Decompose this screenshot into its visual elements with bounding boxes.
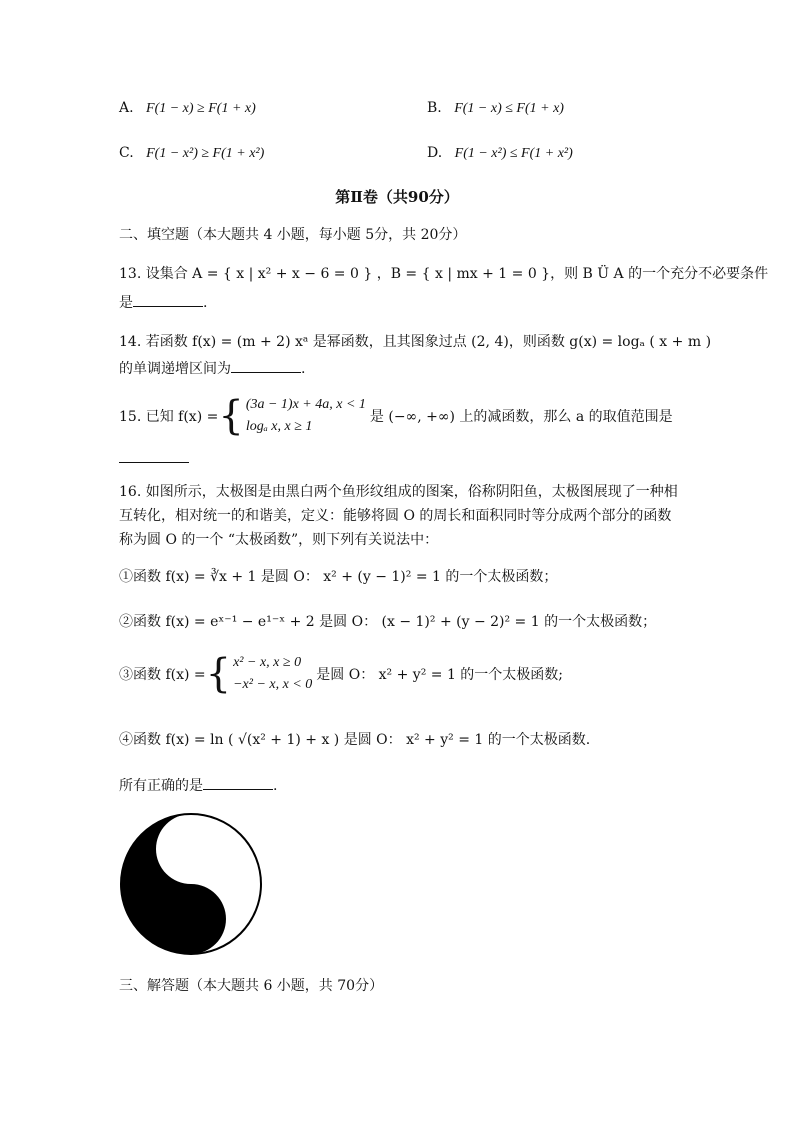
option-a-expr: F(1 − x) ≥ F(1 + x) (146, 101, 256, 116)
option-a-label: A. (119, 100, 134, 116)
statement-2: ②函数 f(x) = eˣ⁻¹ − e¹⁻ˣ + 2 是圆 O： (x − 1)² + (y − 2)² = 1 的一个太极函数； (119, 614, 657, 630)
case-2: logₐ x, x ≥ 1 (245, 419, 313, 434)
question-16-line1: 16. 如图所示，太极图是由黑白两个鱼形纹组成的图案，俗称阴阳鱼，太极图展现了一种相 (119, 484, 678, 500)
yin-yang-icon (119, 812, 263, 956)
answer-blank-14[interactable] (231, 358, 301, 373)
statement-3 (119, 652, 563, 696)
piecewise-cases (233, 652, 312, 696)
question-16-line3: 称为圆 O 的一个 “太极函数”，则下列有关说法中： (119, 532, 439, 548)
question-13-line2: 是 . (119, 292, 207, 312)
option-c-expr: F(1 − x²) ≥ F(1 + x²) (146, 146, 265, 161)
question-14-prefix: 的单调递增区间为 (119, 361, 231, 377)
question-13-prefix: 是 (119, 295, 133, 311)
option-a (119, 100, 256, 117)
case-1: (3a − 1)x + 4a, x < 1 (245, 397, 366, 412)
option-d-label: D. (427, 145, 443, 161)
question-15-prefix: 15. 已知 f(x) = (119, 409, 219, 425)
answer-blank-16[interactable] (203, 775, 273, 790)
question-15-suffix: 是 (−∞, +∞) 上的减函数，那么 a 的取值范围是 (369, 409, 673, 425)
answer-prompt: 所有正确的是 . (119, 775, 277, 795)
case-1: x² − x, x ≥ 0 (233, 655, 302, 670)
taiji-figure (119, 812, 263, 960)
section-title: 第Ⅱ卷（共90分） (335, 188, 459, 206)
answer-blank-15[interactable] (119, 448, 189, 463)
answer-blank-13[interactable] (133, 292, 203, 307)
left-brace: { (218, 393, 244, 439)
question-16-line2: 互转化，相对统一的和谐美，定义：能够将圆 O 的周长和面积同时等分成两个部分的函数 (119, 508, 672, 524)
solve-header: 三、解答题（本大题共 6 小题，共 70分） (119, 978, 384, 994)
statement-3-prefix: ③函数 f(x) = (119, 667, 206, 683)
left-brace: { (205, 651, 232, 697)
option-b-expr: F(1 − x) ≤ F(1 + x) (454, 101, 564, 116)
option-c-label: C. (119, 145, 134, 161)
option-d-expr: F(1 − x²) ≤ F(1 + x²) (454, 146, 573, 161)
question-14-line1: 14. 若函数 f(x) = (m + 2) xᵃ 是幂函数，且其图象过点 (2, 4)，则函数 g(x) = logₐ ( x + m ) (119, 334, 712, 350)
option-b-label: B. (427, 100, 442, 116)
option-c (119, 145, 264, 162)
piecewise-cases (246, 394, 366, 438)
option-d (427, 145, 573, 162)
question-14-line2: 的单调递增区间为 . (119, 358, 305, 378)
question-15 (119, 394, 673, 438)
statement-3-suffix: 是圆 O： x² + y² = 1 的一个太极函数; (316, 667, 564, 683)
question-13-line1: 13. 设集合 A = { x | x² + x − 6 = 0 } ，B = { x | mx + 1 = 0 }，则 B Ü A 的一个充分不必要条件 (119, 266, 769, 282)
fill-in-header: 二、填空题（本大题共 4 小题，每小题 5分，共 20分） (119, 227, 467, 243)
statement-1: ①函数 f(x) = ∛x + 1 是圆 O： x² + (y − 1)² = 1 的一个太极函数； (119, 569, 558, 585)
case-2: −x² − x, x < 0 (233, 677, 313, 692)
answer-prompt-text: 所有正确的是 (119, 778, 203, 794)
statement-4: ④函数 f(x) = ln ( √(x² + 1) + x ) 是圆 O： x² + y² = 1 的一个太极函数. (119, 732, 591, 748)
option-b (427, 100, 564, 117)
answer-blank-15-row (119, 448, 189, 467)
